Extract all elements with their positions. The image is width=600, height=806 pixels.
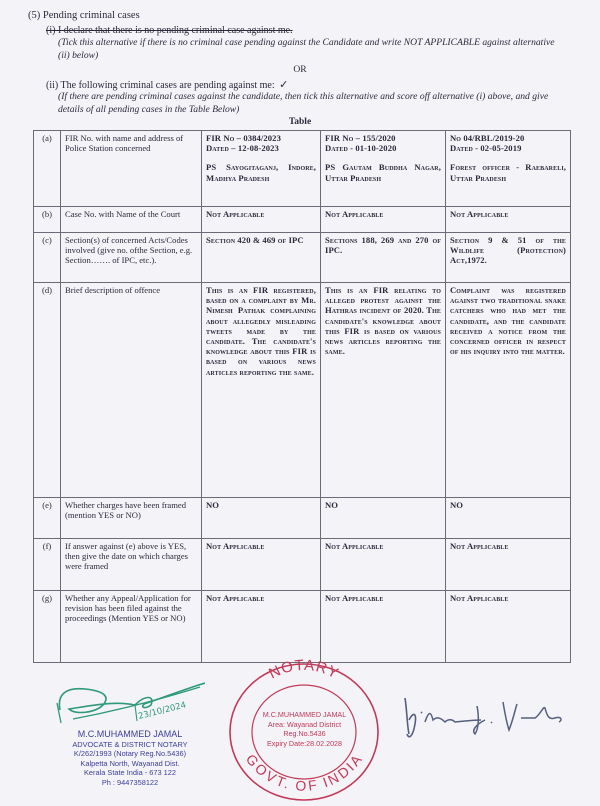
case-3-value: Not Applicable [446, 207, 571, 233]
case-1-value: Not Applicable [202, 207, 321, 233]
row-index: (b) [34, 207, 61, 233]
case-3-value: Section 9 & 51 of the Wildlife (Protection) Act,1972. [446, 233, 571, 283]
row-index: (d) [34, 283, 61, 498]
table-row [34, 131, 571, 207]
stamp-line-2: Area: Wayanad District [267, 719, 342, 729]
row-index: (e) [34, 498, 61, 539]
notary-details [55, 730, 205, 788]
stamp-line-4: Expiry Date:28.02.2028 [266, 738, 343, 748]
case-1-fir [202, 131, 321, 207]
fir-number: FIR No – 155/2020 [325, 133, 396, 143]
fir-date: Dated - 02-05-2019 [450, 143, 522, 154]
case-2-value: Sections 188, 269 and 270 of IPC. [321, 233, 446, 283]
case-1-value: Not Applicable [202, 591, 321, 663]
case-2-fir [321, 131, 446, 207]
stamp-line-3: Reg.No.5436 [283, 729, 326, 738]
notary-signature-icon [55, 675, 205, 730]
case-2-value: This is an FIR relating to alleged protest against the Hathras incident of 2020. The candidate's knowledge about this FIR is based on various news articles reporting the same. [321, 283, 446, 498]
table-row [34, 207, 571, 233]
row-label: If answer against (e) above is YES, then give the date on which charges were framed [61, 539, 202, 591]
row-label: Whether any Appeal/Application for revision has been filed against the proceedings (Mention YES or NO) [61, 591, 202, 663]
alternative-one-note: (Tick this alternative if there is no criminal case pending against the Candidate and write NOT APPLICABLE against alternative (ii) below) [58, 37, 555, 61]
case-2-value: Not Applicable [321, 539, 446, 591]
table-row [34, 498, 571, 539]
svg-text:GOVT. OF INDIA: GOVT. OF INDIA [242, 751, 366, 795]
stamp-details [222, 710, 387, 748]
alternative-two [46, 78, 288, 91]
row-label: Brief description of offence [61, 283, 202, 498]
svg-text:NOTARY: NOTARY [266, 656, 342, 683]
row-label: Section(s) of concerned Acts/Codes involved (give no. ofthe Section, e.g. Section……. of IPC, etc.). [61, 233, 202, 283]
table-row [34, 283, 571, 498]
or-separator: OR [293, 64, 307, 75]
section-title: (5) Pending criminal cases [28, 10, 140, 21]
notary-name: M.C.MUHAMMED JAMAL [77, 729, 183, 739]
row-index: (f) [34, 539, 61, 591]
checkmark-icon: ✓ [279, 79, 289, 91]
notary-address-line-1: Kalpetta North, Wayanad Dist. [80, 758, 180, 768]
notary-phone: Ph : 9447358122 [101, 777, 159, 787]
table-row [34, 233, 571, 283]
notary-title: ADVOCATE & DISTRICT NOTARY [72, 739, 188, 749]
police-station: Forest officer - Raebareli, Uttar Pradesh [450, 162, 566, 183]
table-caption: Table [288, 117, 312, 127]
alternative-two-note: (If there are pending criminal cases against the candidate, then tick this alternative and score off alternative (i) above, and give details of all pending cases in the Table Below) [58, 91, 549, 115]
case-2-value: Not Applicable [321, 207, 446, 233]
fir-number: FIR No – 0384/2023 [206, 133, 281, 143]
row-label: FIR No. with name and address of Police Station concerned [61, 131, 202, 207]
row-index: (g) [34, 591, 61, 663]
case-3-fir [446, 131, 571, 207]
case-1-value: This is an FIR registered, based on a complaint by Mr. Nimesh Pathak complaining about allegedly misleading tweets made by the candidate. The candidate's knowledge about this FIR is based on various news articles reporting the same. [202, 283, 321, 498]
notary-registration: K/262/1993 (Notary Reg.No.5436) [73, 749, 187, 759]
stamp-line-1: M.C.MUHAMMED JAMAL [262, 710, 347, 719]
row-index: (c) [34, 233, 61, 283]
case-2-value: Not Applicable [321, 591, 446, 663]
pending-cases-table [33, 130, 571, 663]
case-3-value: Not Applicable [446, 539, 571, 591]
row-label: Case No. with Name of the Court [61, 207, 202, 233]
fir-number: No 04/RBL/2019-20 [450, 133, 525, 143]
candidate-signature-icon [395, 690, 575, 740]
row-label: Whether charges have been framed (mention YES or NO) [61, 498, 202, 539]
fir-date: Dated – 12-08-2023 [206, 143, 279, 154]
case-3-value: NO [446, 498, 571, 539]
fir-date: Dated - 01-10-2020 [325, 143, 397, 154]
police-station: PS Gautam Buddha Nagar, Uttar Pradesh [325, 162, 441, 183]
table-row [34, 539, 571, 591]
case-2-value: NO [321, 498, 446, 539]
police-station: PS Sayogitaganj, Indore, Madhya Pradesh [206, 162, 316, 183]
alternative-one-struck: (i) I declare that there is no pending criminal case against me. [46, 25, 293, 36]
row-index: (a) [34, 131, 61, 207]
case-1-value: Not Applicable [202, 539, 321, 591]
case-3-value: Complaint was registered against two traditional snake catchers who had met the candidate, and the candidate received a notice from the concerned officer in respect of his inquiry into the matter. [446, 283, 571, 498]
svg-text:23/10/2024: 23/10/2024 [137, 700, 188, 722]
case-3-value: Not Applicable [446, 591, 571, 663]
case-1-value: Section 420 & 469 of IPC [202, 233, 321, 283]
alternative-two-text: (ii) The following criminal cases are pending against me: [46, 80, 275, 91]
case-1-value: NO [202, 498, 321, 539]
notary-address-line-2: Kerala State India - 673 122 [83, 768, 177, 778]
